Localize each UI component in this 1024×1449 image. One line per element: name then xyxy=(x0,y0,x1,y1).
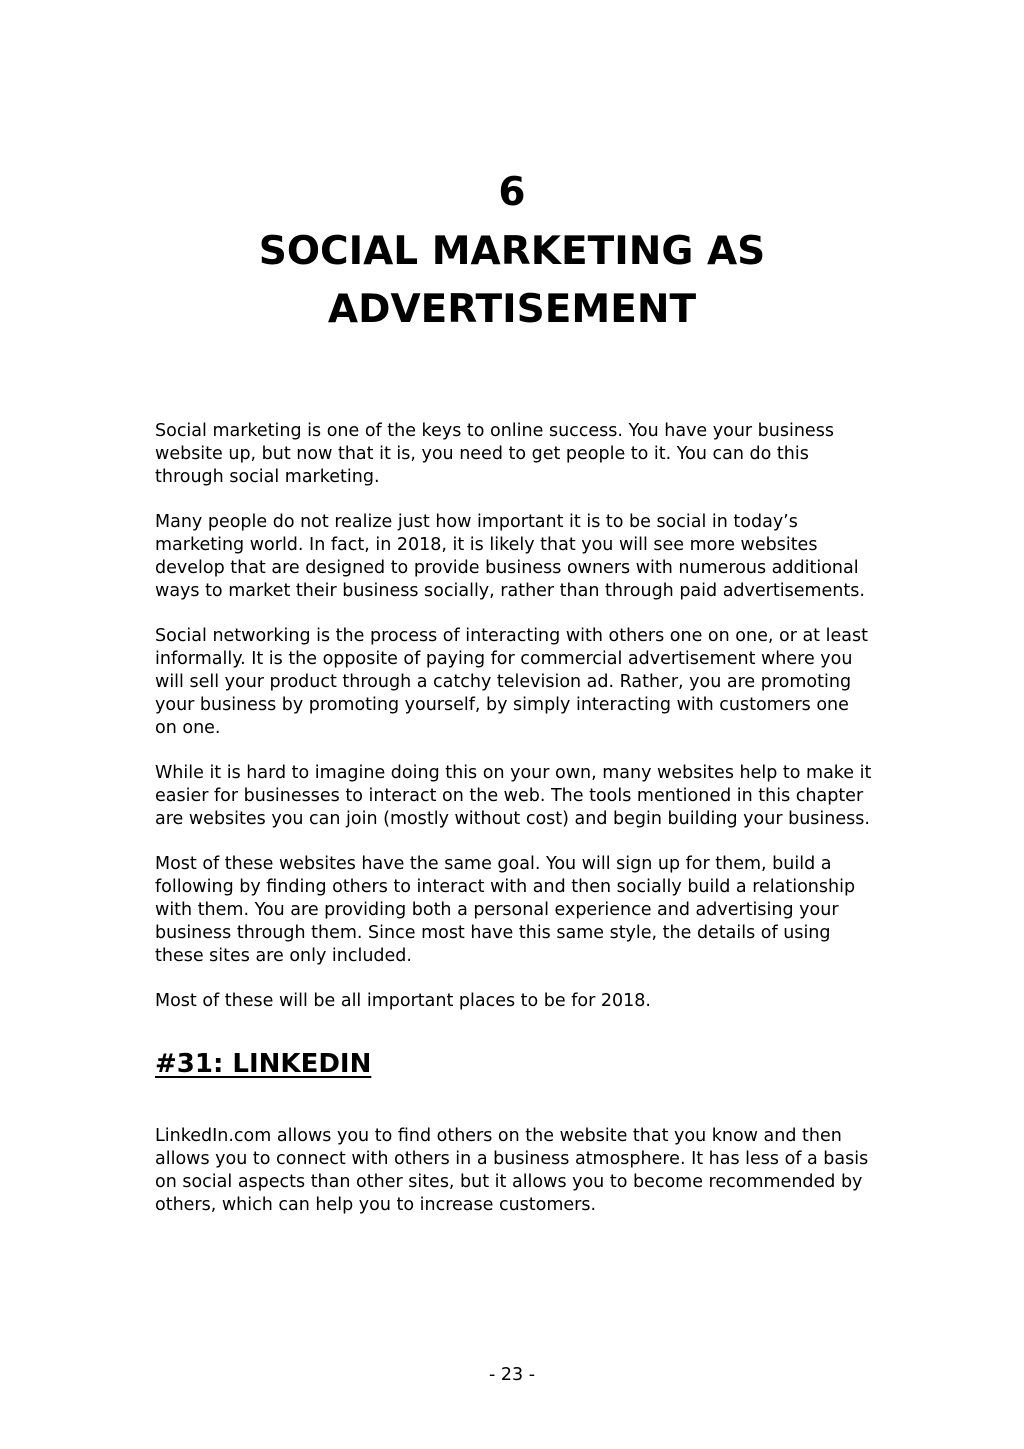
paragraph-1: Social marketing is one of the keys to online success. You have your business website up, but now that it is, you need to get people to it. You can do this through social marketing. xyxy=(155,421,834,487)
chapter-title xyxy=(160,223,864,339)
chapter-title-line-1: SOCIAL MARKETING AS xyxy=(258,229,766,274)
paragraph-3: Social networking is the process of interacting with others one on one, or at least informally. It is the opposite of paying for commercial advertisement where you will sell your product through a catchy television ad. Rather, you are promoting your business by promoting yourself, by simply interacting with customers one on one. xyxy=(155,626,868,738)
chapter-title-line-2: ADVERTISEMENT xyxy=(327,287,697,332)
paragraph-4: While it is hard to imagine doing this on your own, many websites help to make it easier for businesses to interact on the web. The tools mentioned in this chapter are websites you can join (mostly without cost) and begin building your business. xyxy=(155,763,872,829)
section-heading: #31: LINKEDIN xyxy=(155,1049,372,1079)
paragraph-2: Many people do not realize just how important it is to be social in today’s marketing world. In fact, in 2018, it is likely that you will see more websites develop that are designed to provide business owners with numerous additional ways to market their business socially, rather than through paid advertisements. xyxy=(155,512,865,601)
page-number: - 23 - xyxy=(488,1365,536,1385)
paragraph-6: Most of these will be all important places to be for 2018. xyxy=(155,991,651,1011)
paragraph-5: Most of these websites have the same goal. You will sign up for them, build a following by finding others to interact with and then socially build a relationship with them. You are providing both a personal experience and advertising your business through them. Since most have this same style, the details of using these sites are only included. xyxy=(155,854,856,966)
chapter-number: 6 xyxy=(498,170,526,215)
section-paragraph: LinkedIn.com allows you to find others on the website that you know and then allows you to connect with others in a business atmosphere. It has less of a basis on social aspects than other sites, but it allows you to become recommended by others, which can help you to increase customers. xyxy=(155,1126,869,1215)
chapter-body xyxy=(155,420,875,1239)
